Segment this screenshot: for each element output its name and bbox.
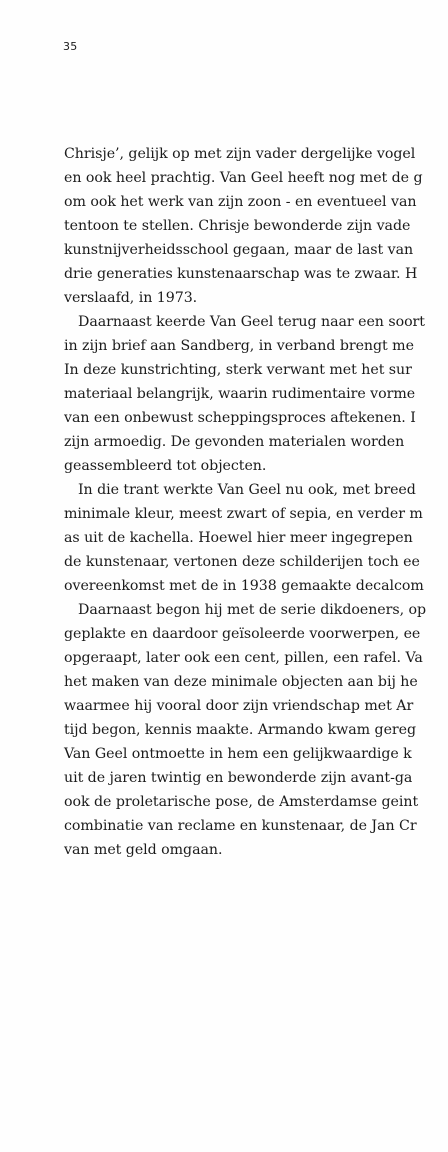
text-line: waarmee hij vooral door zijn vriendschap met Ar <box>64 698 414 714</box>
text-line: geplakte en daardoor geïsoleerde voorwerpen, ee <box>64 626 421 642</box>
text-line: de kunstenaar, vertonen deze schilderijen toch ee <box>64 554 420 570</box>
text-line: as uit de kachella. Hoewel hier meer ingegrepen <box>64 530 413 546</box>
page-number: 35 <box>63 40 78 53</box>
text-line: het maken van deze minimale objecten aan bij he <box>64 674 418 690</box>
text-line: ook de proletarische pose, de Amsterdamse geint <box>64 794 419 810</box>
text-line: Chrisje’, gelijk op met zijn vader dergelijke vogel <box>64 146 416 162</box>
text-line: tijd begon, kennis maakte. Armando kwam gereg <box>64 722 417 738</box>
paragraph-first-line: In die trant werkte Van Geel nu ook, met breed <box>78 482 416 498</box>
text-line: materiaal belangrijk, waarin rudimentaire vorme <box>64 386 416 402</box>
paragraph-first-line: Daarnaast keerde Van Geel terug naar een soort <box>78 314 425 330</box>
text-line: In deze kunstrichting, sterk verwant met het sur <box>64 362 412 378</box>
text-line: opgeraapt, later ook een cent, pillen, een rafel. Va <box>64 650 423 666</box>
text-line: van met geld omgaan. <box>64 842 223 858</box>
text-line: kunstnijverheidsschool gegaan, maar de last van <box>64 242 414 258</box>
body-text <box>64 142 448 862</box>
text-line: tentoon te stellen. Chrisje bewonderde zijn vade <box>64 218 411 234</box>
paragraph-first-line: Daarnaast begon hij met de serie dikdoeners, op <box>78 602 427 618</box>
text-line: overeenkomst met de in 1938 gemaakte decalcom <box>64 578 424 594</box>
text-line: geassembleerd tot objecten. <box>64 458 267 474</box>
text-line: en ook heel prachtig. Van Geel heeft nog met de g <box>64 170 423 186</box>
text-line: om ook het werk van zijn zoon - en eventueel van <box>64 194 417 210</box>
text-line: uit de jaren twintig en bewonderde zijn avant-ga <box>64 770 413 786</box>
text-line: in zijn brief aan Sandberg, in verband brengt me <box>64 338 414 354</box>
text-line: zijn armoedig. De gevonden materialen worden <box>64 434 405 450</box>
text-line: minimale kleur, meest zwart of sepia, en verder m <box>64 506 423 522</box>
text-line: combinatie van reclame en kunstenaar, de Jan Cr <box>64 818 417 834</box>
text-line: van een onbewust scheppingsproces aftekenen. I <box>64 410 416 426</box>
text-line: verslaafd, in 1973. <box>64 290 198 306</box>
text-line: drie generaties kunstenaarschap was te zwaar. H <box>64 266 418 282</box>
text-line: Van Geel ontmoette in hem een gelijkwaardige k <box>64 746 412 762</box>
